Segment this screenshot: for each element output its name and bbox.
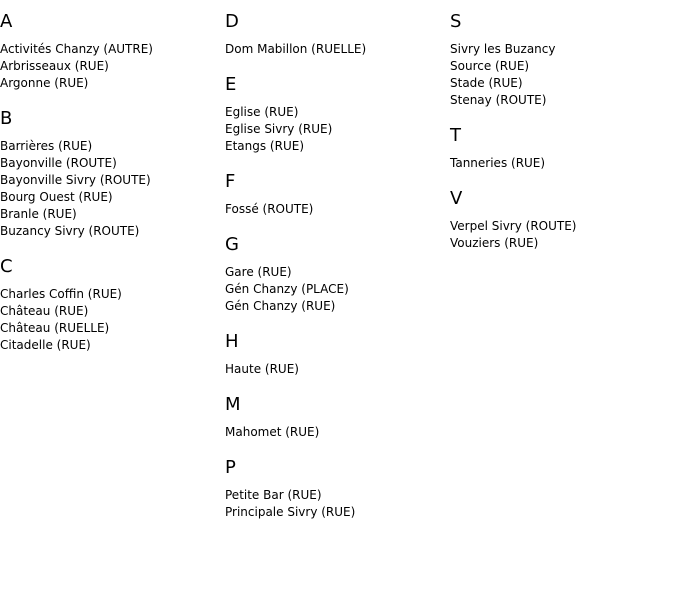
street-item[interactable]: Gare (RUE) [225, 265, 292, 279]
letter-group [225, 457, 445, 521]
letter-group [450, 188, 670, 252]
street-list [225, 201, 445, 218]
letter-heading: V [450, 188, 463, 209]
street-list [225, 264, 445, 315]
street-item[interactable]: Principale Sivry (RUE) [225, 505, 356, 519]
street-item[interactable]: Eglise (RUE) [225, 105, 299, 119]
street-item[interactable]: Bayonville Sivry (ROUTE) [0, 173, 151, 187]
street-item[interactable]: Verpel Sivry (ROUTE) [450, 219, 577, 233]
street-item[interactable]: Gén Chanzy (RUE) [225, 299, 336, 313]
letter-heading: M [225, 394, 241, 415]
street-item[interactable]: Arbrisseaux (RUE) [0, 59, 109, 73]
letter-group [0, 108, 220, 240]
letter-group [450, 125, 670, 172]
street-list [0, 286, 220, 354]
street-item[interactable]: Petite Bar (RUE) [225, 488, 322, 502]
street-list [225, 424, 445, 441]
street-item[interactable]: Fossé (ROUTE) [225, 202, 314, 216]
letter-group [225, 331, 445, 378]
letter-heading: T [450, 125, 461, 146]
street-item[interactable]: Buzancy Sivry (ROUTE) [0, 224, 140, 238]
street-column-2 [225, 11, 445, 537]
street-item[interactable]: Bayonville (ROUTE) [0, 156, 117, 170]
street-item[interactable]: Mahomet (RUE) [225, 425, 320, 439]
letter-heading: D [225, 11, 239, 32]
street-list [450, 41, 670, 109]
street-list [225, 104, 445, 155]
street-item[interactable]: Eglise Sivry (RUE) [225, 122, 333, 136]
street-item[interactable]: Château (RUE) [0, 304, 89, 318]
letter-heading: E [225, 74, 237, 95]
letter-heading: S [450, 11, 462, 32]
letter-group [225, 74, 445, 155]
street-item[interactable]: Charles Coffin (RUE) [0, 287, 122, 301]
street-item[interactable]: Activités Chanzy (AUTRE) [0, 42, 153, 56]
letter-heading: H [225, 331, 239, 352]
letter-heading: P [225, 457, 236, 478]
street-list [0, 138, 220, 240]
letter-group [225, 394, 445, 441]
letter-heading: A [0, 11, 13, 32]
street-item[interactable]: Dom Mabillon (RUELLE) [225, 42, 367, 56]
letter-group [450, 11, 670, 109]
street-item[interactable]: Tanneries (RUE) [450, 156, 546, 170]
letter-heading: B [0, 108, 13, 129]
letter-group [0, 256, 220, 354]
street-list [225, 41, 445, 58]
street-item[interactable]: Bourg Ouest (RUE) [0, 190, 113, 204]
street-item[interactable]: Barrières (RUE) [0, 139, 93, 153]
street-item[interactable]: Sivry les Buzancy [450, 42, 556, 56]
street-column-3 [450, 11, 670, 268]
street-item[interactable]: Branle (RUE) [0, 207, 77, 221]
street-item[interactable]: Stenay (ROUTE) [450, 93, 547, 107]
street-item[interactable]: Haute (RUE) [225, 362, 299, 376]
street-list [450, 155, 670, 172]
street-item[interactable]: Argonne (RUE) [0, 76, 89, 90]
street-item[interactable]: Stade (RUE) [450, 76, 523, 90]
street-item[interactable]: Citadelle (RUE) [0, 338, 91, 352]
letter-heading: G [225, 234, 239, 255]
street-list [225, 361, 445, 378]
letter-group [0, 11, 220, 92]
street-list [225, 487, 445, 521]
street-list [450, 218, 670, 252]
letter-group [225, 234, 445, 315]
street-list [0, 41, 220, 92]
letter-heading: C [0, 256, 13, 277]
street-item[interactable]: Gén Chanzy (PLACE) [225, 282, 349, 296]
street-item[interactable]: Château (RUELLE) [0, 321, 110, 335]
letter-group [225, 171, 445, 218]
street-column-1 [0, 11, 220, 370]
street-item[interactable]: Etangs (RUE) [225, 139, 304, 153]
letter-heading: F [225, 171, 236, 192]
street-item[interactable]: Source (RUE) [450, 59, 530, 73]
street-item[interactable]: Vouziers (RUE) [450, 236, 539, 250]
letter-group [225, 11, 445, 58]
